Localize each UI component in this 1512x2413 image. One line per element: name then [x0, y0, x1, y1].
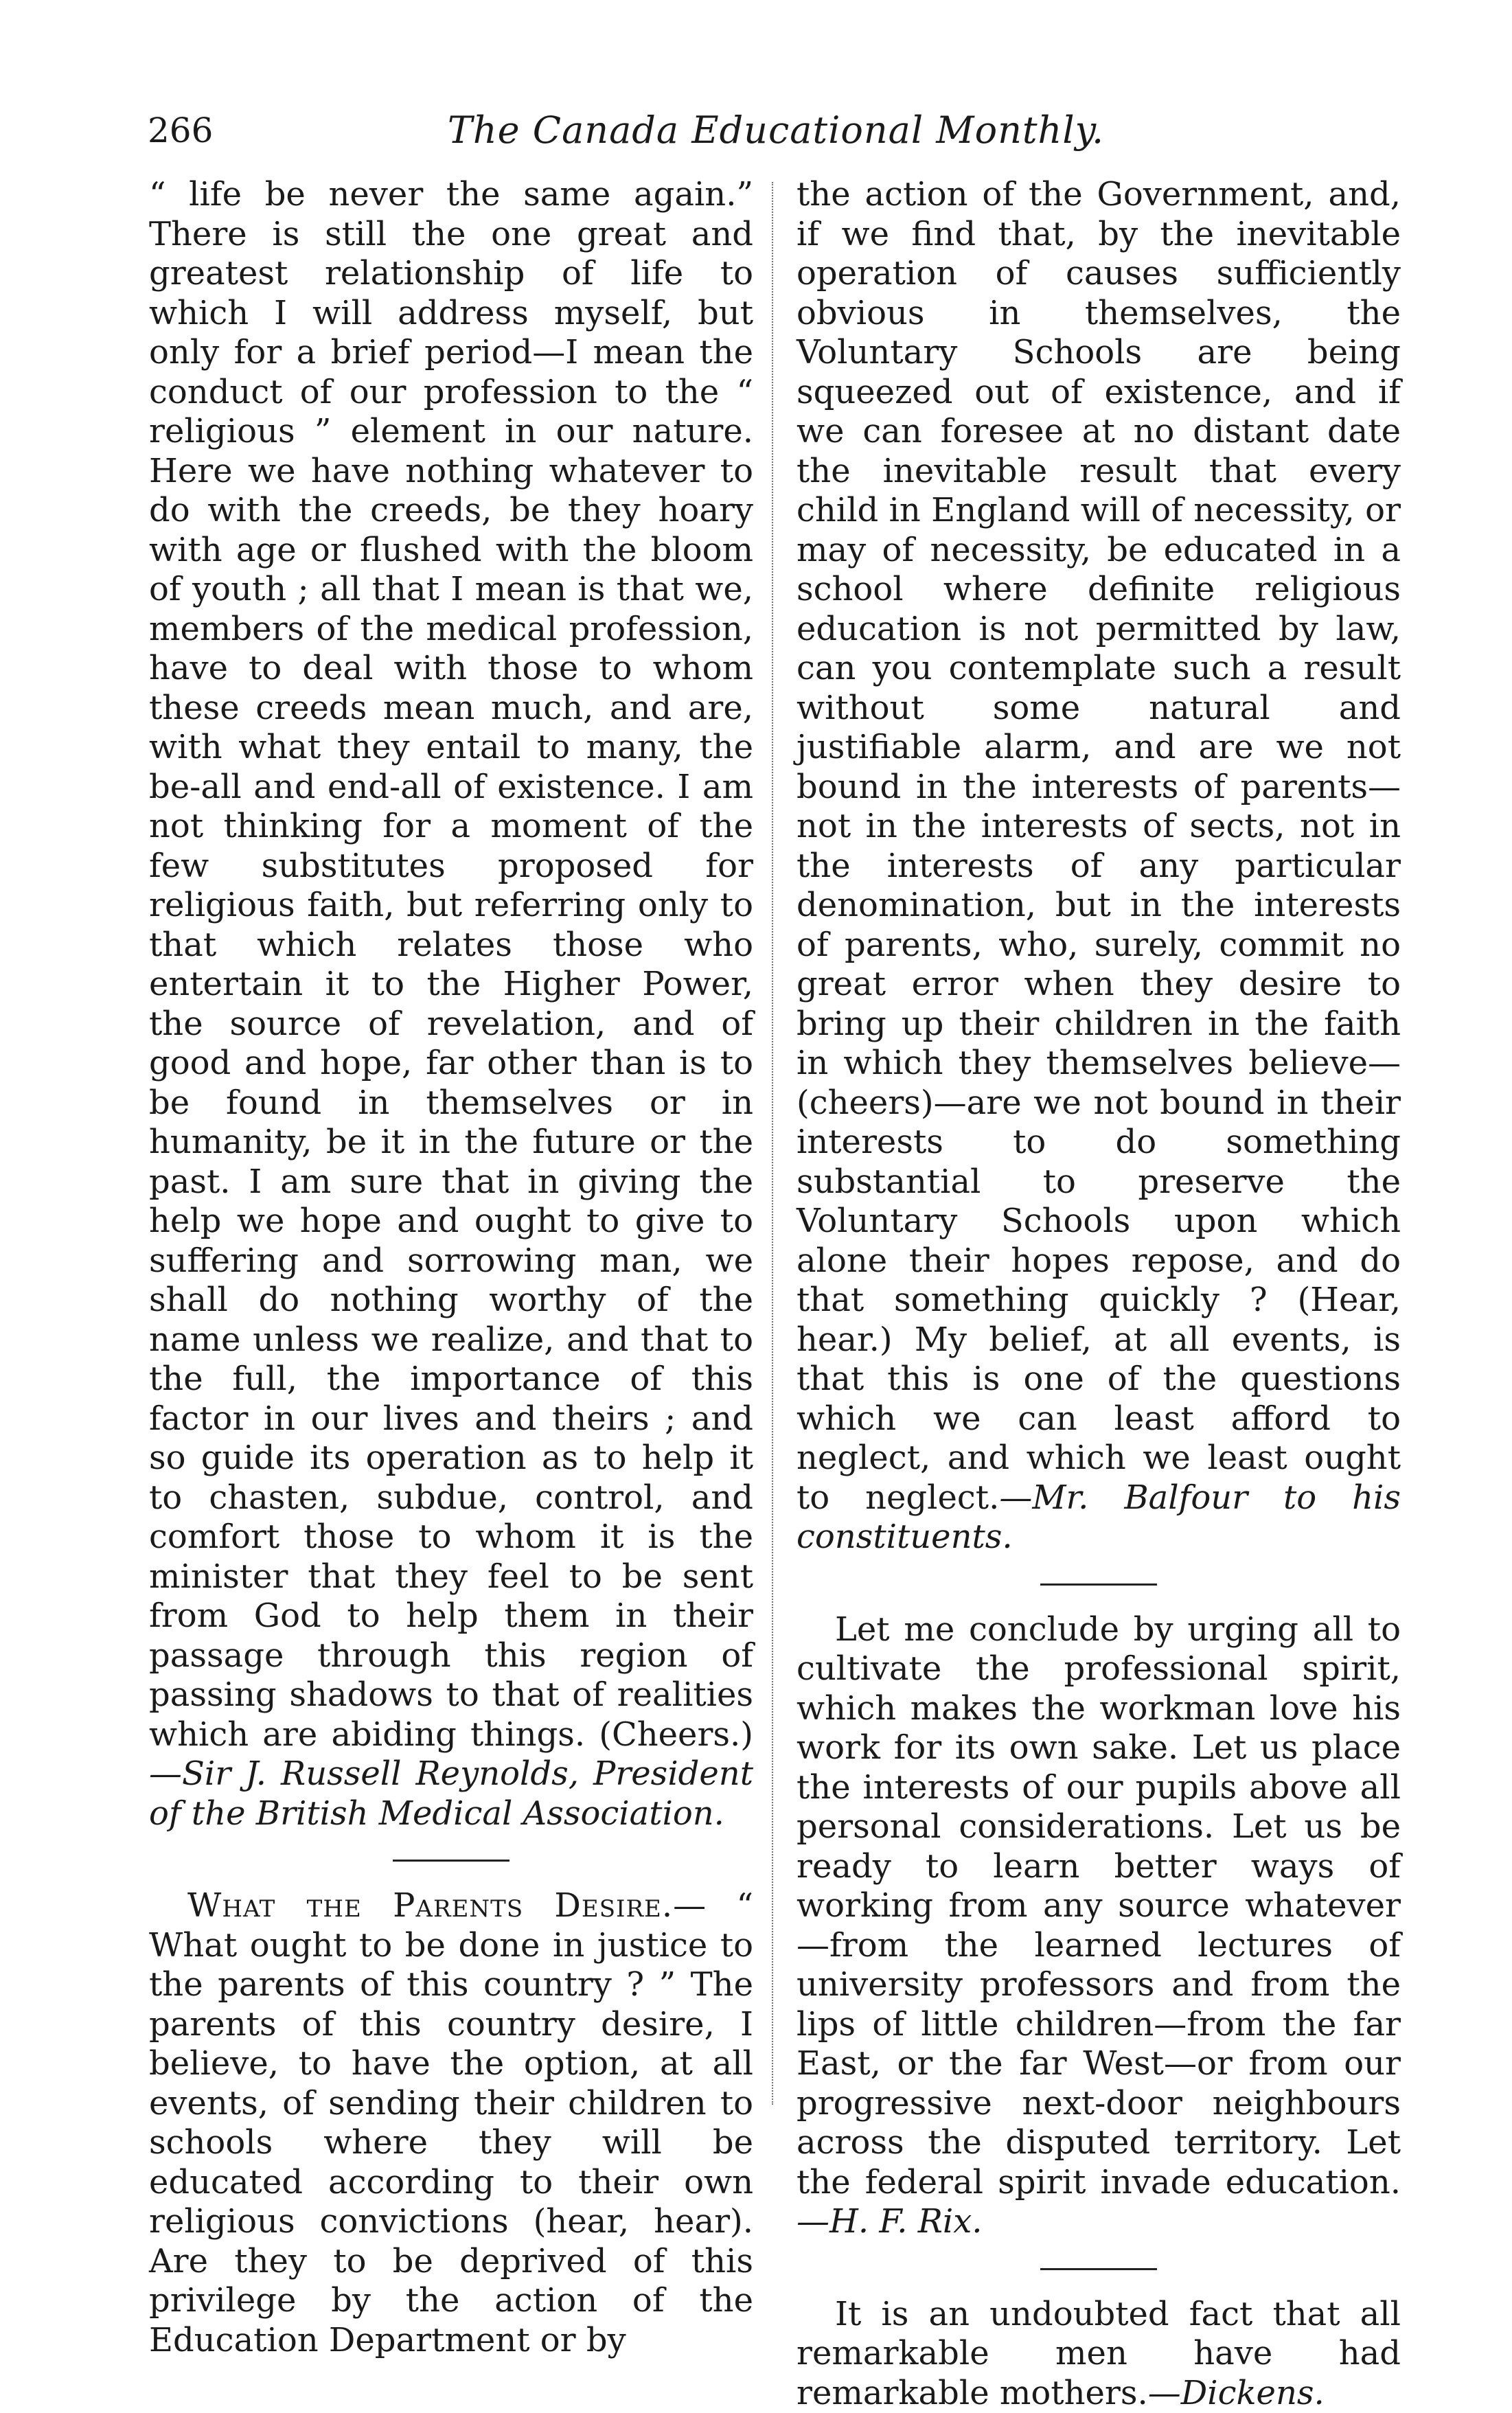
- dickens-quote-text: It is an undoubted fact that all remarkable men have had remarkable mothers.: [797, 2295, 1401, 2412]
- section-divider: [1040, 1583, 1157, 1586]
- rix-quote-text: Let me conclude by urging all to cultivate the professional spirit, which makes the workman love his work for its own sake. Let us place the interests of our pupils above all personal considerations. Let us be ready to learn better ways of working from any source whatever—from the learned lectures of university professors and from the lips of little children—from the far East, or the far West—or from our progressive next-door neighbours across the disputed territory. Let the federal spirit invade education.: [797, 1610, 1401, 2202]
- left-column: [149, 175, 753, 2360]
- column-divider-rule: [772, 182, 773, 2105]
- reynolds-attribution: —Sir J. Russell Reynolds, President of the British Medical Association.: [149, 1754, 753, 1833]
- running-title: The Canada Educational Monthly.: [148, 103, 1404, 158]
- parents-desire-text: — “ What ought to be done in justice to the parents of this country ? ” The parents of this country desire, I believe, to have the option, at all events, of sending their children to schools where they will be educated according to their own religious convictions (hear, hear). Are they to be deprived of this privilege by the action of the Education Department or by: [149, 1886, 753, 2359]
- page-header: [148, 103, 1404, 158]
- balfour-quote-text: the action of the Government, and, if we find that, by the inevitable operation of causes sufficiently obvious in themselves, the Voluntary Schools are being squeezed out of existence, and if we can foresee at no distant date the inevitable result that every child in England will of necessity, or may of necessity, be educated in a school where definite religious education is not permitted by law, can you contemplate such a result without some natural and justifiable alarm, and are we not bound in the interests of parents—not in the interests of sects, not in the interests of any particular denomination, but in the interests of parents, who, surely, commit no great error when they desire to bring up their children in the faith in which they themselves believe—(cheers)—are we not bound in their interests to do something substantial to preserve the Voluntary Schools upon which alone their hopes repose, and do that something quickly ? (Hear, hear.) My belief, at all events, is that this is one of the questions which we can least afford to neglect, and which we least ought to neglect.: [797, 175, 1401, 1517]
- dickens-paragraph: [797, 2295, 1401, 2413]
- section-divider: [393, 1860, 509, 1862]
- balfour-attribution: —Mr. Balfour to his constituents.: [797, 1478, 1401, 1557]
- page-number: 266: [148, 103, 213, 158]
- parents-desire-paragraph: [149, 1886, 753, 2360]
- right-column: [797, 175, 1401, 2413]
- dickens-attribution: —Dickens.: [1148, 2374, 1325, 2412]
- rix-paragraph: [797, 1610, 1401, 2242]
- balfour-paragraph: [797, 175, 1401, 1557]
- parents-desire-heading: What the Parents Desire.: [187, 1886, 673, 1925]
- reynolds-quote-text: “ life be never the same again.” There is still the one great and greatest relationship of life to which I will address myself, but only for a brief period—I mean the conduct of our profession to the “ religious ” element in our nature. Here we have nothing whatever to do with the creeds, be they hoary with age or flushed with the bloom of youth ; all that I mean is that we, members of the medical profession, have to deal with those to whom these creeds mean much, and are, with what they entail to many, the be-all and end-all of existence. I am not thinking for a moment of the few substitutes proposed for religious faith, but referring only to that which relates those who entertain it to the Higher Power, the source of revelation, and of good and hope, far other than is to be found in themselves or in humanity, be it in the future or the past. I am sure that in giving the help we hope and ought to give to suffering and sorrowing man, we shall do nothing worthy of the name unless we realize, and that to the full, the importance of this factor in our lives and theirs ; and so guide its operation as to help it to chasten, subdue, control, and comfort those to whom it is the minister that they feel to be sent from God to help them in their passage through this region of passing shadows to that of realities which are abiding things. (Cheers.): [149, 175, 753, 1754]
- reynolds-paragraph: [149, 175, 753, 1833]
- rix-attribution: —H. F. Rix.: [797, 2202, 983, 2241]
- section-divider: [1040, 2268, 1157, 2270]
